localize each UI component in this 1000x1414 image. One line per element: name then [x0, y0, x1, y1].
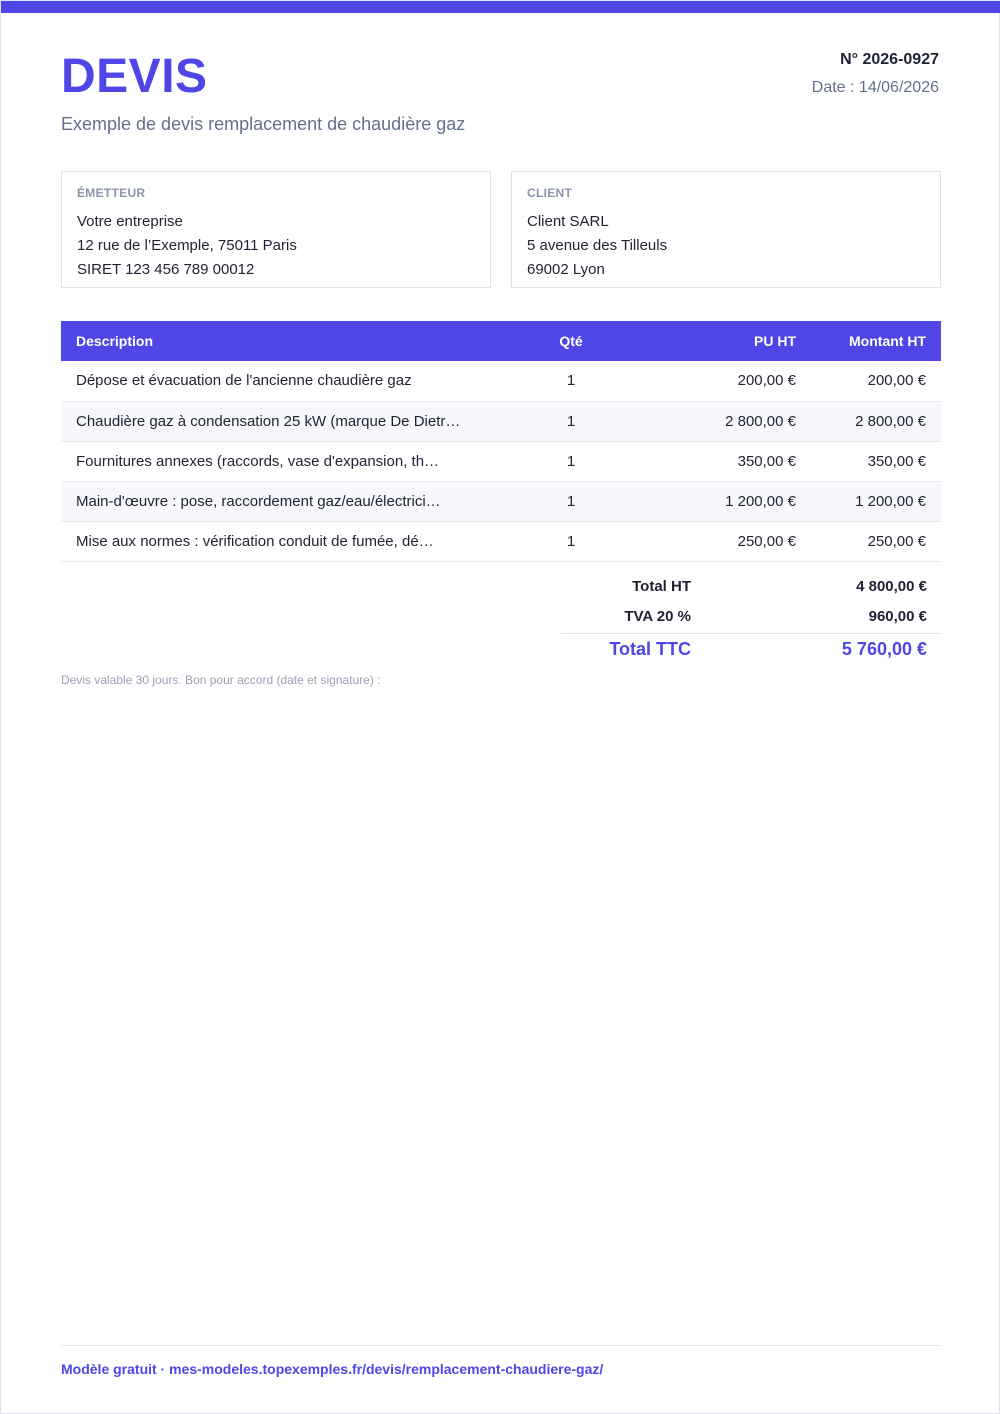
row-unit-price: 350,00 €	[611, 441, 811, 481]
document-subtitle: Exemple de devis remplacement de chaudière gaz	[61, 114, 466, 134]
total-ht-label: Total HT	[632, 577, 691, 595]
issuer-address: 12 rue de l’Exemple, 75011 Paris	[77, 237, 297, 254]
row-quantity: 1	[531, 361, 611, 401]
row-description: Chaudière gaz à condensation 25 kW (marque De Dietr…	[61, 401, 531, 441]
issuer-siret: SIRET 123 456 789 00012	[77, 261, 255, 278]
header-quantity: Qté	[531, 321, 611, 361]
total-ttc-label: Total TTC	[609, 639, 691, 659]
row-unit-price: 1 200,00 €	[611, 481, 811, 521]
issuer-box	[61, 171, 491, 288]
row-description: Dépose et évacuation de l'ancienne chaudière gaz	[61, 361, 531, 401]
row-amount: 250,00 €	[811, 521, 941, 561]
table-row	[61, 401, 941, 441]
footer-link[interactable]: Modèle gratuit · mes-modeles.topexemples.fr/devis/remplacement-chaudiere-gaz/	[61, 1361, 604, 1377]
total-ttc-value: 5 760,00 €	[841, 639, 927, 659]
validity-note: Devis valable 30 jours. Bon pour accord (date et signature) :	[61, 673, 381, 687]
row-description: Main-d'œuvre : pose, raccordement gaz/eau/électrici…	[61, 481, 531, 521]
quote-number: N° 2026-0927	[840, 51, 939, 68]
accent-bar	[1, 1, 1000, 13]
header-amount: Montant HT	[811, 321, 941, 361]
client-city: 69002 Lyon	[527, 261, 605, 278]
header-unit-price: PU HT	[611, 321, 811, 361]
client-label: CLIENT	[527, 186, 573, 200]
document-title: DEVIS	[61, 50, 208, 103]
vat-label: TVA 20 %	[624, 607, 691, 625]
row-amount: 200,00 €	[811, 361, 941, 401]
table-row	[61, 441, 941, 481]
table-row	[61, 361, 941, 401]
issuer-name: Votre entreprise	[77, 213, 183, 230]
client-box	[511, 171, 941, 288]
row-quantity: 1	[531, 441, 611, 481]
issuer-label: ÉMETTEUR	[77, 186, 146, 200]
quote-date: Date : 14/06/2026	[811, 79, 939, 96]
row-unit-price: 200,00 €	[611, 361, 811, 401]
vat-row	[561, 601, 941, 631]
row-unit-price: 250,00 €	[611, 521, 811, 561]
row-quantity: 1	[531, 521, 611, 561]
total-ht-value: 4 800,00 €	[856, 577, 927, 595]
row-amount: 1 200,00 €	[811, 481, 941, 521]
client-name: Client SARL	[527, 213, 609, 230]
row-description: Fournitures annexes (raccords, vase d'expansion, th…	[61, 441, 531, 481]
total-ht-row	[561, 571, 941, 601]
row-unit-price: 2 800,00 €	[611, 401, 811, 441]
table-header-row	[61, 321, 941, 361]
table-row	[61, 481, 941, 521]
header-description: Description	[61, 321, 531, 361]
client-street: 5 avenue des Tilleuls	[527, 237, 668, 254]
total-ttc-row	[561, 633, 941, 665]
row-quantity: 1	[531, 401, 611, 441]
table-row	[61, 521, 941, 561]
vat-value: 960,00 €	[868, 607, 927, 625]
line-items-table	[61, 321, 941, 562]
row-amount: 2 800,00 €	[811, 401, 941, 441]
row-description: Mise aux normes : vérification conduit de fumée, dé…	[61, 521, 531, 561]
row-amount: 350,00 €	[811, 441, 941, 481]
footer-divider	[61, 1345, 941, 1346]
row-quantity: 1	[531, 481, 611, 521]
totals-block	[561, 571, 941, 665]
